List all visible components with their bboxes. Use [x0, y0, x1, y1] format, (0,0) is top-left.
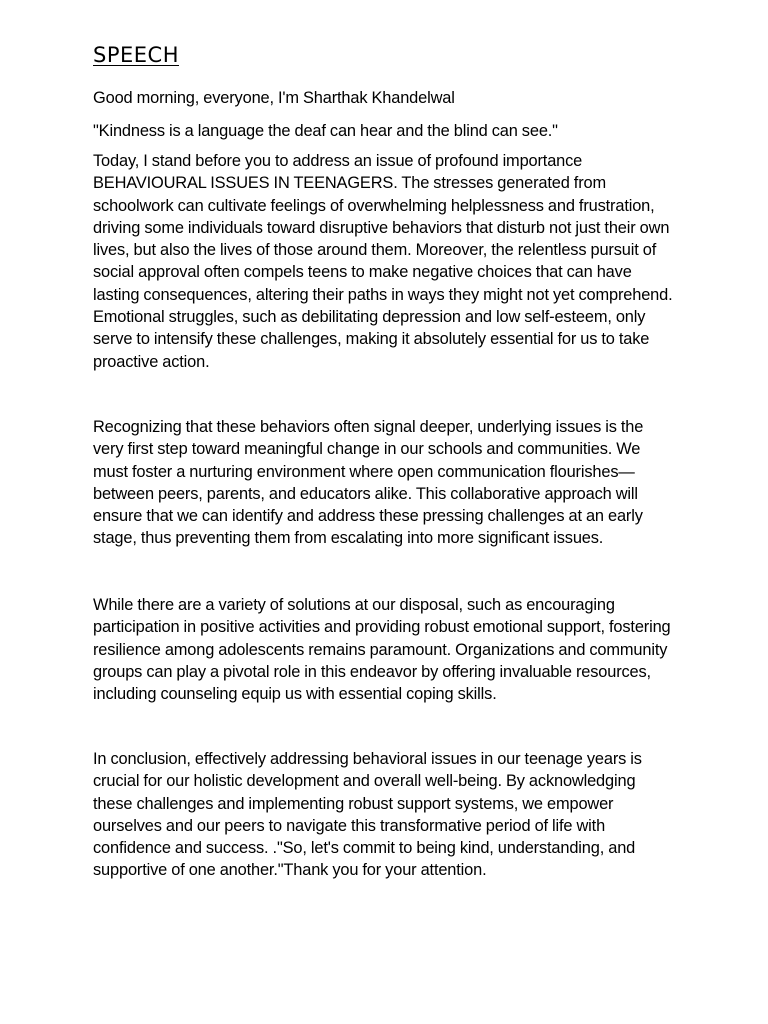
opening-quote: "Kindness is a language the deaf can hear and the blind can see." [93, 122, 558, 140]
paragraph-conclusion: In conclusion, effectively addressing behavioral issues in our teenage years is crucial for our holistic development and overall well-being. By acknowledging these challenges and implementing robust support systems, we empower ourselves and our peers to navigate this transformative period of life with confidence and success. ."So, let's commit to being kind, understanding, and supportive of one another."Thank you for your attention. [93, 750, 642, 880]
paragraph-solutions: While there are a variety of solutions at our disposal, such as encouraging participation in positive activities and providing robust emotional support, fostering resilience among adolescents remains paramount. Organizations and community groups can play a pivotal role in this endeavor by offering invaluable resources, including counseling equip us with essential coping skills. [93, 596, 671, 704]
greeting-line: Good morning, everyone, I'm Sharthak Khandelwal [93, 89, 455, 107]
paragraph-introduction: Today, I stand before you to address an issue of profound importance BEHAVIOURAL ISSUES IN TEENAGERS. The stresses generated from schoolwork can cultivate feelings of overwhelming helplessness and frustration, driving some individuals toward disruptive behaviors that disturb not just their own lives, but also the lives of those around them. Moreover, the relentless pursuit of social approval often compels teens to make negative choices that can have lasting consequences, altering their paths in ways they might not yet comprehend. Emotional struggles, such as debilitating depression and low self-esteem, only serve to intensify these challenges, making it absolutely essential for us to take proactive action. [93, 152, 673, 371]
paragraph-recognition: Recognizing that these behaviors often signal deeper, underlying issues is the very first step toward meaningful change in our schools and communities. We must foster a nurturing environment where open communication flourishes—between peers, parents, and educators alike. This collaborative approach will ensure that we can identify and address these pressing challenges at an early stage, thus preventing them from escalating into more significant issues. [93, 418, 644, 548]
document-title: SPEECH [93, 43, 179, 67]
